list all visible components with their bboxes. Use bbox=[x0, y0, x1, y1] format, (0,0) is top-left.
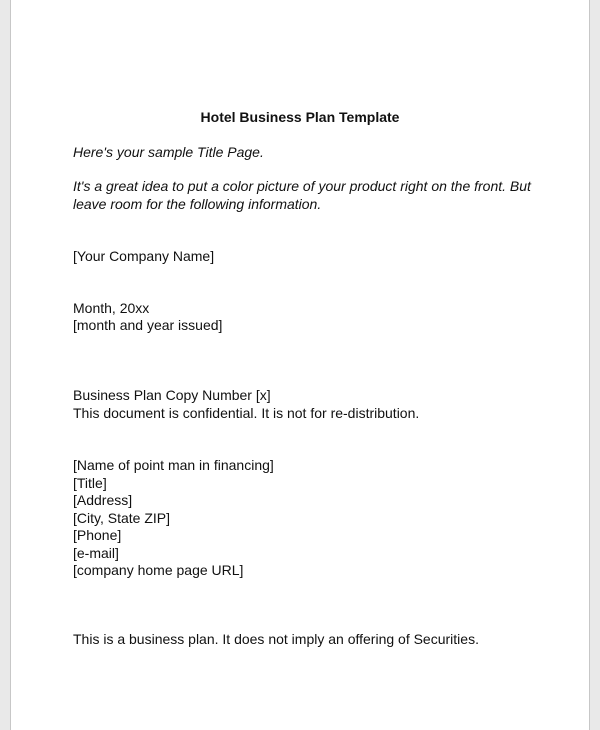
contact-phone: [Phone] bbox=[73, 527, 122, 543]
document-page bbox=[10, 0, 590, 730]
contact-city-state-zip: [City, State ZIP] bbox=[73, 509, 170, 526]
confidential-notice: This document is confidential. It is not for re-distribution. bbox=[73, 405, 420, 421]
intro-text: Here's your sample Title Page. bbox=[73, 144, 264, 160]
contact-block bbox=[73, 457, 274, 580]
date-line: Month, 20xx bbox=[73, 300, 150, 316]
contact-title: [Title] bbox=[73, 474, 107, 491]
contact-name: [Name of point man in financing] bbox=[73, 457, 274, 473]
instruction-line-1: It's a great idea to put a color picture of your product right on the front. But bbox=[73, 178, 531, 194]
contact-homepage: [company home page URL] bbox=[73, 562, 244, 578]
instruction-line-2: leave room for the following information. bbox=[73, 196, 322, 212]
contact-email: [e-mail] bbox=[73, 544, 119, 561]
contact-address: [Address] bbox=[73, 492, 133, 508]
copy-number-line: Business Plan Copy Number [x] bbox=[73, 387, 271, 403]
document-title: Hotel Business Plan Template bbox=[200, 109, 400, 125]
date-note: [month and year issued] bbox=[73, 317, 223, 333]
securities-disclaimer: This is a business plan. It does not imply an offering of Securities. bbox=[73, 631, 479, 647]
company-name-placeholder: [Your Company Name] bbox=[73, 248, 215, 264]
